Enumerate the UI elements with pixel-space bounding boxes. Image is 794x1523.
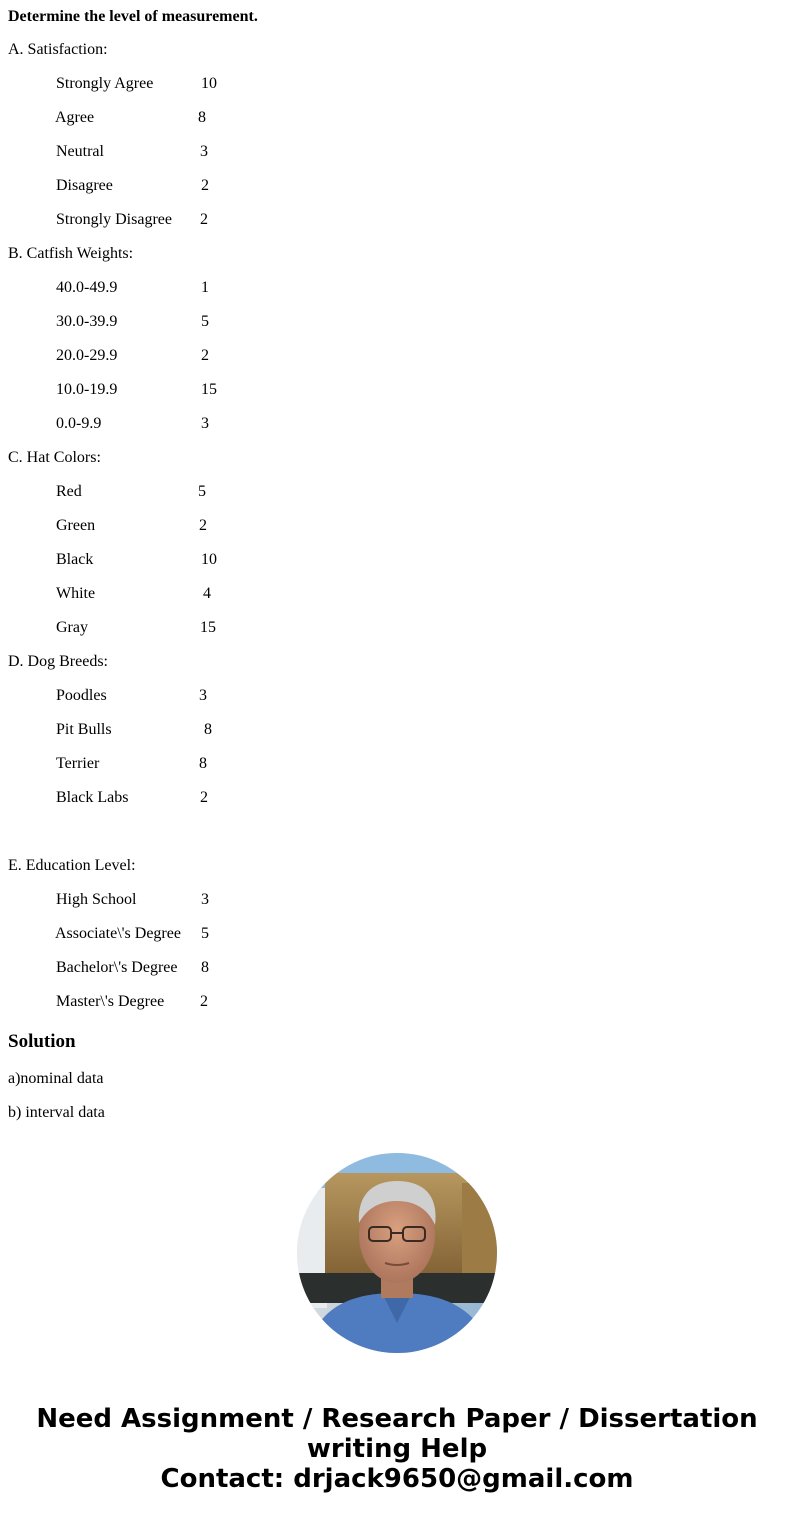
item-value: 8 [198,109,206,126]
item-label: Green [56,517,96,534]
item-value: 2 [200,211,208,228]
item-value: 2 [199,517,207,534]
item-label: 0.0-9.9 [56,415,102,432]
item-value: 4 [203,585,211,602]
promo-banner [0,1404,794,1494]
item-label: Poodles [56,687,107,704]
solution-answer: a)nominal data [8,1070,104,1087]
item-label: Strongly Agree [56,75,154,92]
section-heading: C. Hat Colors: [8,449,101,466]
item-value: 2 [200,993,208,1010]
item-value: 5 [201,925,209,942]
item-label: Master\'s Degree [56,993,165,1010]
section-heading: A. Satisfaction: [8,41,108,58]
item-label: 40.0-49.9 [56,279,118,296]
item-value: 8 [201,959,209,976]
item-label: Gray [56,619,88,636]
item-label: High School [56,891,137,908]
item-value: 15 [200,619,216,636]
item-value: 3 [201,415,209,432]
item-label: 20.0-29.9 [56,347,118,364]
item-label: Agree [55,109,95,126]
solution-heading: Solution [8,1031,76,1052]
promo-line: Need Assignment / Research Paper / Dissertation [36,1404,758,1434]
item-label: White [56,585,96,602]
item-value: 5 [201,313,209,330]
item-value: 8 [204,721,212,738]
item-value: 10 [201,551,217,568]
item-value: 10 [201,75,217,92]
item-label: 10.0-19.9 [56,381,118,398]
item-label: 30.0-39.9 [56,313,118,330]
item-label: Red [56,483,82,500]
item-value: 3 [200,143,208,160]
item-label: Strongly Disagree [56,211,172,228]
item-label: Associate\'s Degree [55,925,181,942]
item-label: Black Labs [56,789,129,806]
author-photo [297,1153,497,1353]
solution-answer: b) interval data [8,1104,105,1121]
item-label: Neutral [56,143,104,160]
item-value: 2 [201,347,209,364]
page-title: Determine the level of measurement. [8,8,258,25]
item-value: 15 [201,381,217,398]
promo-line: writing Help [306,1434,488,1464]
portrait-image [297,1153,497,1353]
item-label: Terrier [56,755,100,772]
section-heading: E. Education Level: [8,857,136,874]
section-heading: D. Dog Breeds: [8,653,108,670]
item-value: 3 [201,891,209,908]
item-value: 5 [198,483,206,500]
contact-email: Contact: drjack9650@gmail.com [160,1464,634,1494]
item-label: Bachelor\'s Degree [56,959,178,976]
item-label: Pit Bulls [56,721,112,738]
item-value: 8 [199,755,207,772]
item-value: 2 [201,177,209,194]
item-label: Disagree [56,177,113,194]
item-value: 1 [201,279,209,296]
item-label: Black [56,551,94,568]
item-value: 2 [200,789,208,806]
section-heading: B. Catfish Weights: [8,245,134,262]
item-value: 3 [199,687,207,704]
